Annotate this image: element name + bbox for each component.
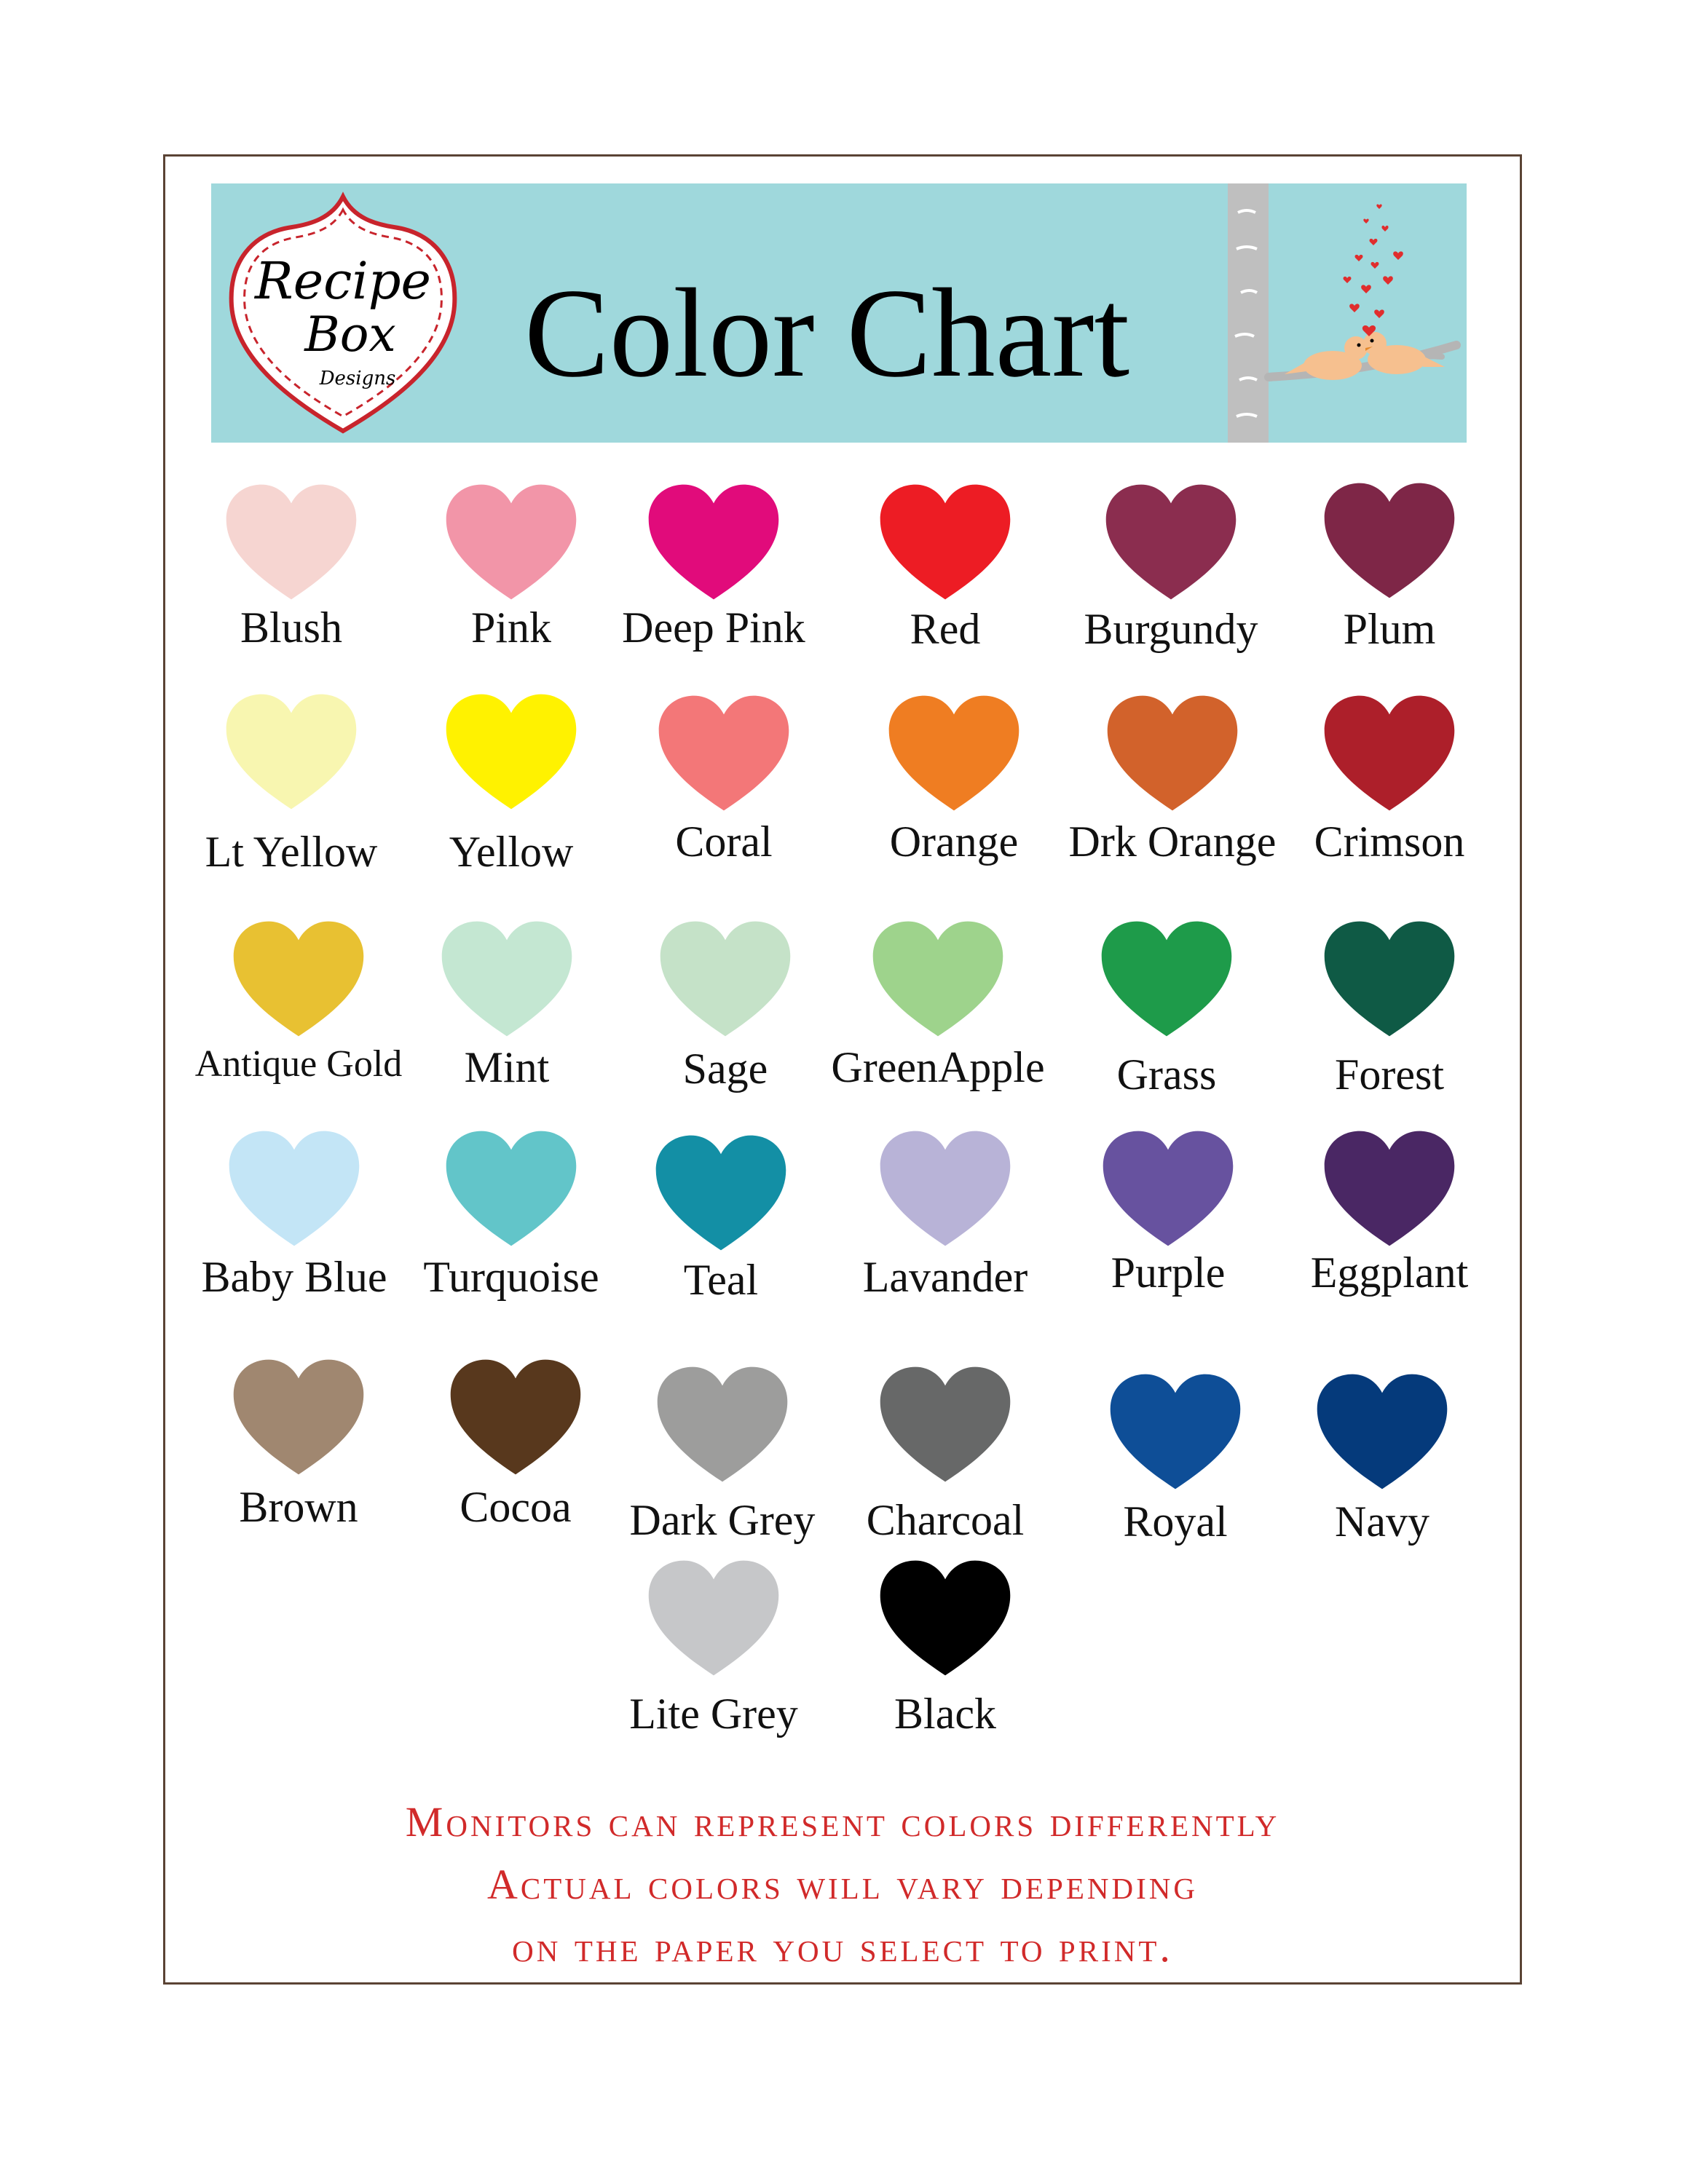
swatch-label: Cocoa [460, 1483, 572, 1531]
lovebirds-illustration [1223, 183, 1467, 443]
disclaimer-line: on the paper you select to print. [512, 1923, 1173, 1971]
swatch-label: Black [894, 1690, 996, 1738]
heart-swatch-icon [1322, 1128, 1457, 1249]
heart-swatch-icon [877, 1364, 1013, 1484]
swatch-label: Pink [470, 604, 552, 652]
heart-swatch-icon [1322, 480, 1457, 601]
swatch-label: Royal [1123, 1497, 1228, 1546]
disclaimer-line: Actual colors will vary depending [487, 1861, 1198, 1908]
heart-swatch-icon [224, 692, 359, 812]
heart-swatch-icon [653, 1133, 789, 1253]
swatch-label: Sage [682, 1045, 768, 1093]
heart-swatch-icon [231, 919, 366, 1039]
heart-swatch-icon [1100, 1128, 1236, 1249]
heart-swatch-icon [646, 1558, 781, 1678]
heart-swatch-icon [448, 1357, 583, 1477]
svg-text:Box: Box [304, 306, 396, 363]
heart-swatch-icon [655, 1364, 790, 1484]
swatch-label: Lite Grey [629, 1690, 798, 1738]
heart-swatch-icon [1108, 1372, 1243, 1492]
heart-swatch-icon [231, 1357, 366, 1477]
swatch-label: Brown [239, 1483, 358, 1531]
heart-swatch-icon [877, 1128, 1013, 1249]
disclaimer [163, 1791, 1522, 1979]
swatch-label: Lavander [862, 1253, 1028, 1301]
heart-swatch-icon [886, 693, 1022, 813]
svg-text:Recipe: Recipe [255, 251, 431, 311]
heart-swatch-icon [439, 919, 575, 1039]
heart-swatch-icon [226, 1128, 362, 1249]
heart-swatch-icon [443, 482, 579, 602]
swatch-label: Yellow [449, 828, 574, 876]
heart-swatch-icon [224, 482, 359, 602]
recipe-box-logo [223, 189, 463, 437]
swatch-label: Navy [1335, 1497, 1429, 1546]
swatch-label: Turquoise [423, 1253, 599, 1301]
heart-swatch-icon [877, 1558, 1013, 1678]
swatch-label: Orange [889, 818, 1019, 866]
heart-swatch-icon [443, 1128, 579, 1249]
swatch-label: Mint [464, 1043, 550, 1091]
heart-swatch-icon [877, 482, 1013, 602]
header-banner [211, 183, 1467, 443]
heart-swatch-icon [656, 693, 792, 813]
heart-swatch-icon [1099, 919, 1234, 1039]
swatch-label: Lt Yellow [205, 828, 378, 876]
swatch-label: Drk Orange [1068, 818, 1277, 866]
page-title: Color Chart [524, 262, 1130, 403]
swatch-label: Coral [675, 818, 773, 866]
svg-text:Designs: Designs [319, 368, 396, 389]
swatch-label: Red [910, 605, 981, 653]
swatch-label: Teal [683, 1256, 759, 1304]
swatch-label: Charcoal [866, 1496, 1025, 1544]
heart-swatch-icon [1105, 693, 1240, 813]
heart-swatch-icon [1322, 919, 1457, 1039]
heart-swatch-icon [658, 919, 793, 1039]
swatch-label: Antique Gold [194, 1043, 403, 1085]
heart-swatch-icon [870, 919, 1006, 1039]
swatch-label: Eggplant [1310, 1249, 1469, 1297]
swatch-label: Plum [1343, 605, 1436, 653]
heart-swatch-icon [1103, 482, 1239, 602]
heart-swatch-icon [1314, 1372, 1450, 1492]
heart-swatch-icon [1322, 693, 1457, 813]
swatch-label: GreenApple [831, 1043, 1045, 1091]
heart-swatch-icon [646, 482, 781, 602]
disclaimer-line: Monitors can represent colors differently [405, 1798, 1280, 1845]
swatch-label: Deep Pink [622, 604, 805, 652]
swatch-label: Burgundy [1084, 605, 1258, 653]
swatch-label: Baby Blue [201, 1253, 387, 1301]
swatch-label: Purple [1111, 1249, 1226, 1297]
swatch-label: Blush [240, 604, 343, 652]
heart-swatch-icon [443, 692, 579, 812]
swatch-label: Crimson [1314, 818, 1465, 866]
swatch-label: Grass [1116, 1051, 1217, 1099]
swatch-label: Forest [1335, 1051, 1444, 1099]
swatch-label: Dark Grey [629, 1496, 816, 1544]
